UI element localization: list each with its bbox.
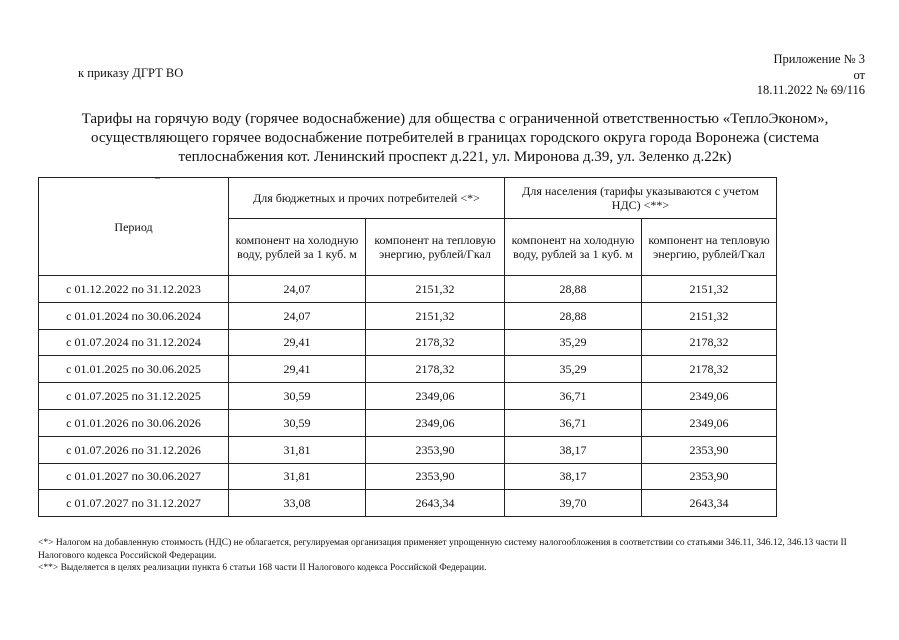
budget-cold-cell: 31,81 bbox=[229, 436, 366, 463]
table-row bbox=[39, 490, 777, 517]
budget-cold-cell: 24,07 bbox=[229, 276, 366, 303]
population-cold-cell: 38,17 bbox=[505, 463, 642, 490]
period-cell: с 01.12.2022 по 31.12.2023 bbox=[39, 276, 229, 303]
budget-cold-cell: 33,08 bbox=[229, 490, 366, 517]
table-row bbox=[39, 436, 777, 463]
table-row bbox=[39, 409, 777, 436]
budget-cold-cell: 29,41 bbox=[229, 329, 366, 356]
budget-heat-header: компонент на тепловую энергию, рублей/Гкал bbox=[366, 219, 505, 276]
population-heat-header: компонент на тепловую энергию, рублей/Гкал bbox=[642, 219, 777, 276]
population-group-header: Для населения (тарифы указываются с учетом НДС) <**> bbox=[505, 178, 777, 219]
tariff-table bbox=[38, 177, 777, 517]
period-cell: с 01.01.2024 по 30.06.2024 bbox=[39, 302, 229, 329]
population-cold-cell: 36,71 bbox=[505, 383, 642, 410]
population-heat-cell: 2353,90 bbox=[642, 436, 777, 463]
population-heat-cell: 2353,90 bbox=[642, 463, 777, 490]
order-reference: к приказу ДГРТ ВО bbox=[78, 66, 184, 80]
budget-heat-cell: 2151,32 bbox=[366, 302, 505, 329]
period-cell: с 01.07.2027 по 31.12.2027 bbox=[39, 490, 229, 517]
population-cold-cell: 38,17 bbox=[505, 436, 642, 463]
table-row bbox=[39, 463, 777, 490]
population-cold-cell: 36,71 bbox=[505, 409, 642, 436]
table-header-row bbox=[39, 178, 777, 219]
population-cold-cell: 28,88 bbox=[505, 276, 642, 303]
table-row bbox=[39, 329, 777, 356]
period-cell: с 01.07.2025 по 31.12.2025 bbox=[39, 383, 229, 410]
period-cell: с 01.01.2026 по 30.06.2026 bbox=[39, 409, 229, 436]
document-title: Тарифы на горячую воду (горячее водоснабжение) для общества с ограниченной ответственностью «ТеплоЭконом», осуществляющего горячее водоснабжение потребителей в границах городского округа города Воронежа (система теплоснабжения кот. Ленинский проспект д.221, ул. Миронова д.39, ул. Зеленко д.22к) bbox=[81, 111, 829, 165]
population-heat-cell: 2178,32 bbox=[642, 329, 777, 356]
table-row bbox=[39, 276, 777, 303]
footnotes bbox=[38, 537, 868, 575]
budget-heat-cell: 2353,90 bbox=[366, 436, 505, 463]
period-cell: с 01.01.2027 по 30.06.2027 bbox=[39, 463, 229, 490]
appendix-header bbox=[757, 52, 865, 99]
population-cold-cell: 28,88 bbox=[505, 302, 642, 329]
footnote-allocation: <**> Выделяется в целях реализации пункта 6 статьи 168 части II Налогового кодекса Российской Федерации. bbox=[38, 563, 487, 573]
table-row bbox=[39, 356, 777, 383]
population-heat-cell: 2643,34 bbox=[642, 490, 777, 517]
population-cold-cell: 35,29 bbox=[505, 329, 642, 356]
budget-cold-cell: 31,81 bbox=[229, 463, 366, 490]
appendix-from: от bbox=[853, 67, 865, 82]
period-header: Период bbox=[39, 178, 229, 276]
footnote-vat: <*> Налогом на добавленную стоимость (НДС) не облагается, регулируемая организация применяет упрощенную систему налогообложения в соответствии со статьями 346.11, 346.12, 346.13 части II Налогового кодекса Российской Федерации. bbox=[38, 538, 847, 561]
appendix-number: Приложение № 3 bbox=[773, 52, 865, 66]
budget-heat-cell: 2353,90 bbox=[366, 463, 505, 490]
population-heat-cell: 2151,32 bbox=[642, 302, 777, 329]
population-cold-header: компонент на холодную воду, рублей за 1 куб. м bbox=[505, 219, 642, 276]
budget-cold-cell: 24,07 bbox=[229, 302, 366, 329]
budget-cold-cell: 30,59 bbox=[229, 383, 366, 410]
period-cell: с 01.01.2025 по 30.06.2025 bbox=[39, 356, 229, 383]
table-row bbox=[39, 302, 777, 329]
population-heat-cell: 2349,06 bbox=[642, 383, 777, 410]
budget-group-header: Для бюджетных и прочих потребителей <*> bbox=[229, 178, 505, 219]
budget-heat-cell: 2643,34 bbox=[366, 490, 505, 517]
budget-heat-cell: 2178,32 bbox=[366, 356, 505, 383]
period-cell: с 01.07.2026 по 31.12.2026 bbox=[39, 436, 229, 463]
budget-heat-cell: 2349,06 bbox=[366, 383, 505, 410]
budget-cold-cell: 29,41 bbox=[229, 356, 366, 383]
budget-heat-cell: 2151,32 bbox=[366, 276, 505, 303]
population-cold-cell: 35,29 bbox=[505, 356, 642, 383]
population-heat-cell: 2151,32 bbox=[642, 276, 777, 303]
population-cold-cell: 39,70 bbox=[505, 490, 642, 517]
budget-heat-cell: 2178,32 bbox=[366, 329, 505, 356]
table-row bbox=[39, 383, 777, 410]
budget-cold-cell: 30,59 bbox=[229, 409, 366, 436]
period-cell: с 01.07.2024 по 31.12.2024 bbox=[39, 329, 229, 356]
budget-cold-header: компонент на холодную воду, рублей за 1 куб. м bbox=[229, 219, 366, 276]
appendix-date-number: 18.11.2022 № 69/116 bbox=[756, 83, 865, 97]
budget-heat-cell: 2349,06 bbox=[366, 409, 505, 436]
population-heat-cell: 2349,06 bbox=[642, 409, 777, 436]
population-heat-cell: 2178,32 bbox=[642, 356, 777, 383]
